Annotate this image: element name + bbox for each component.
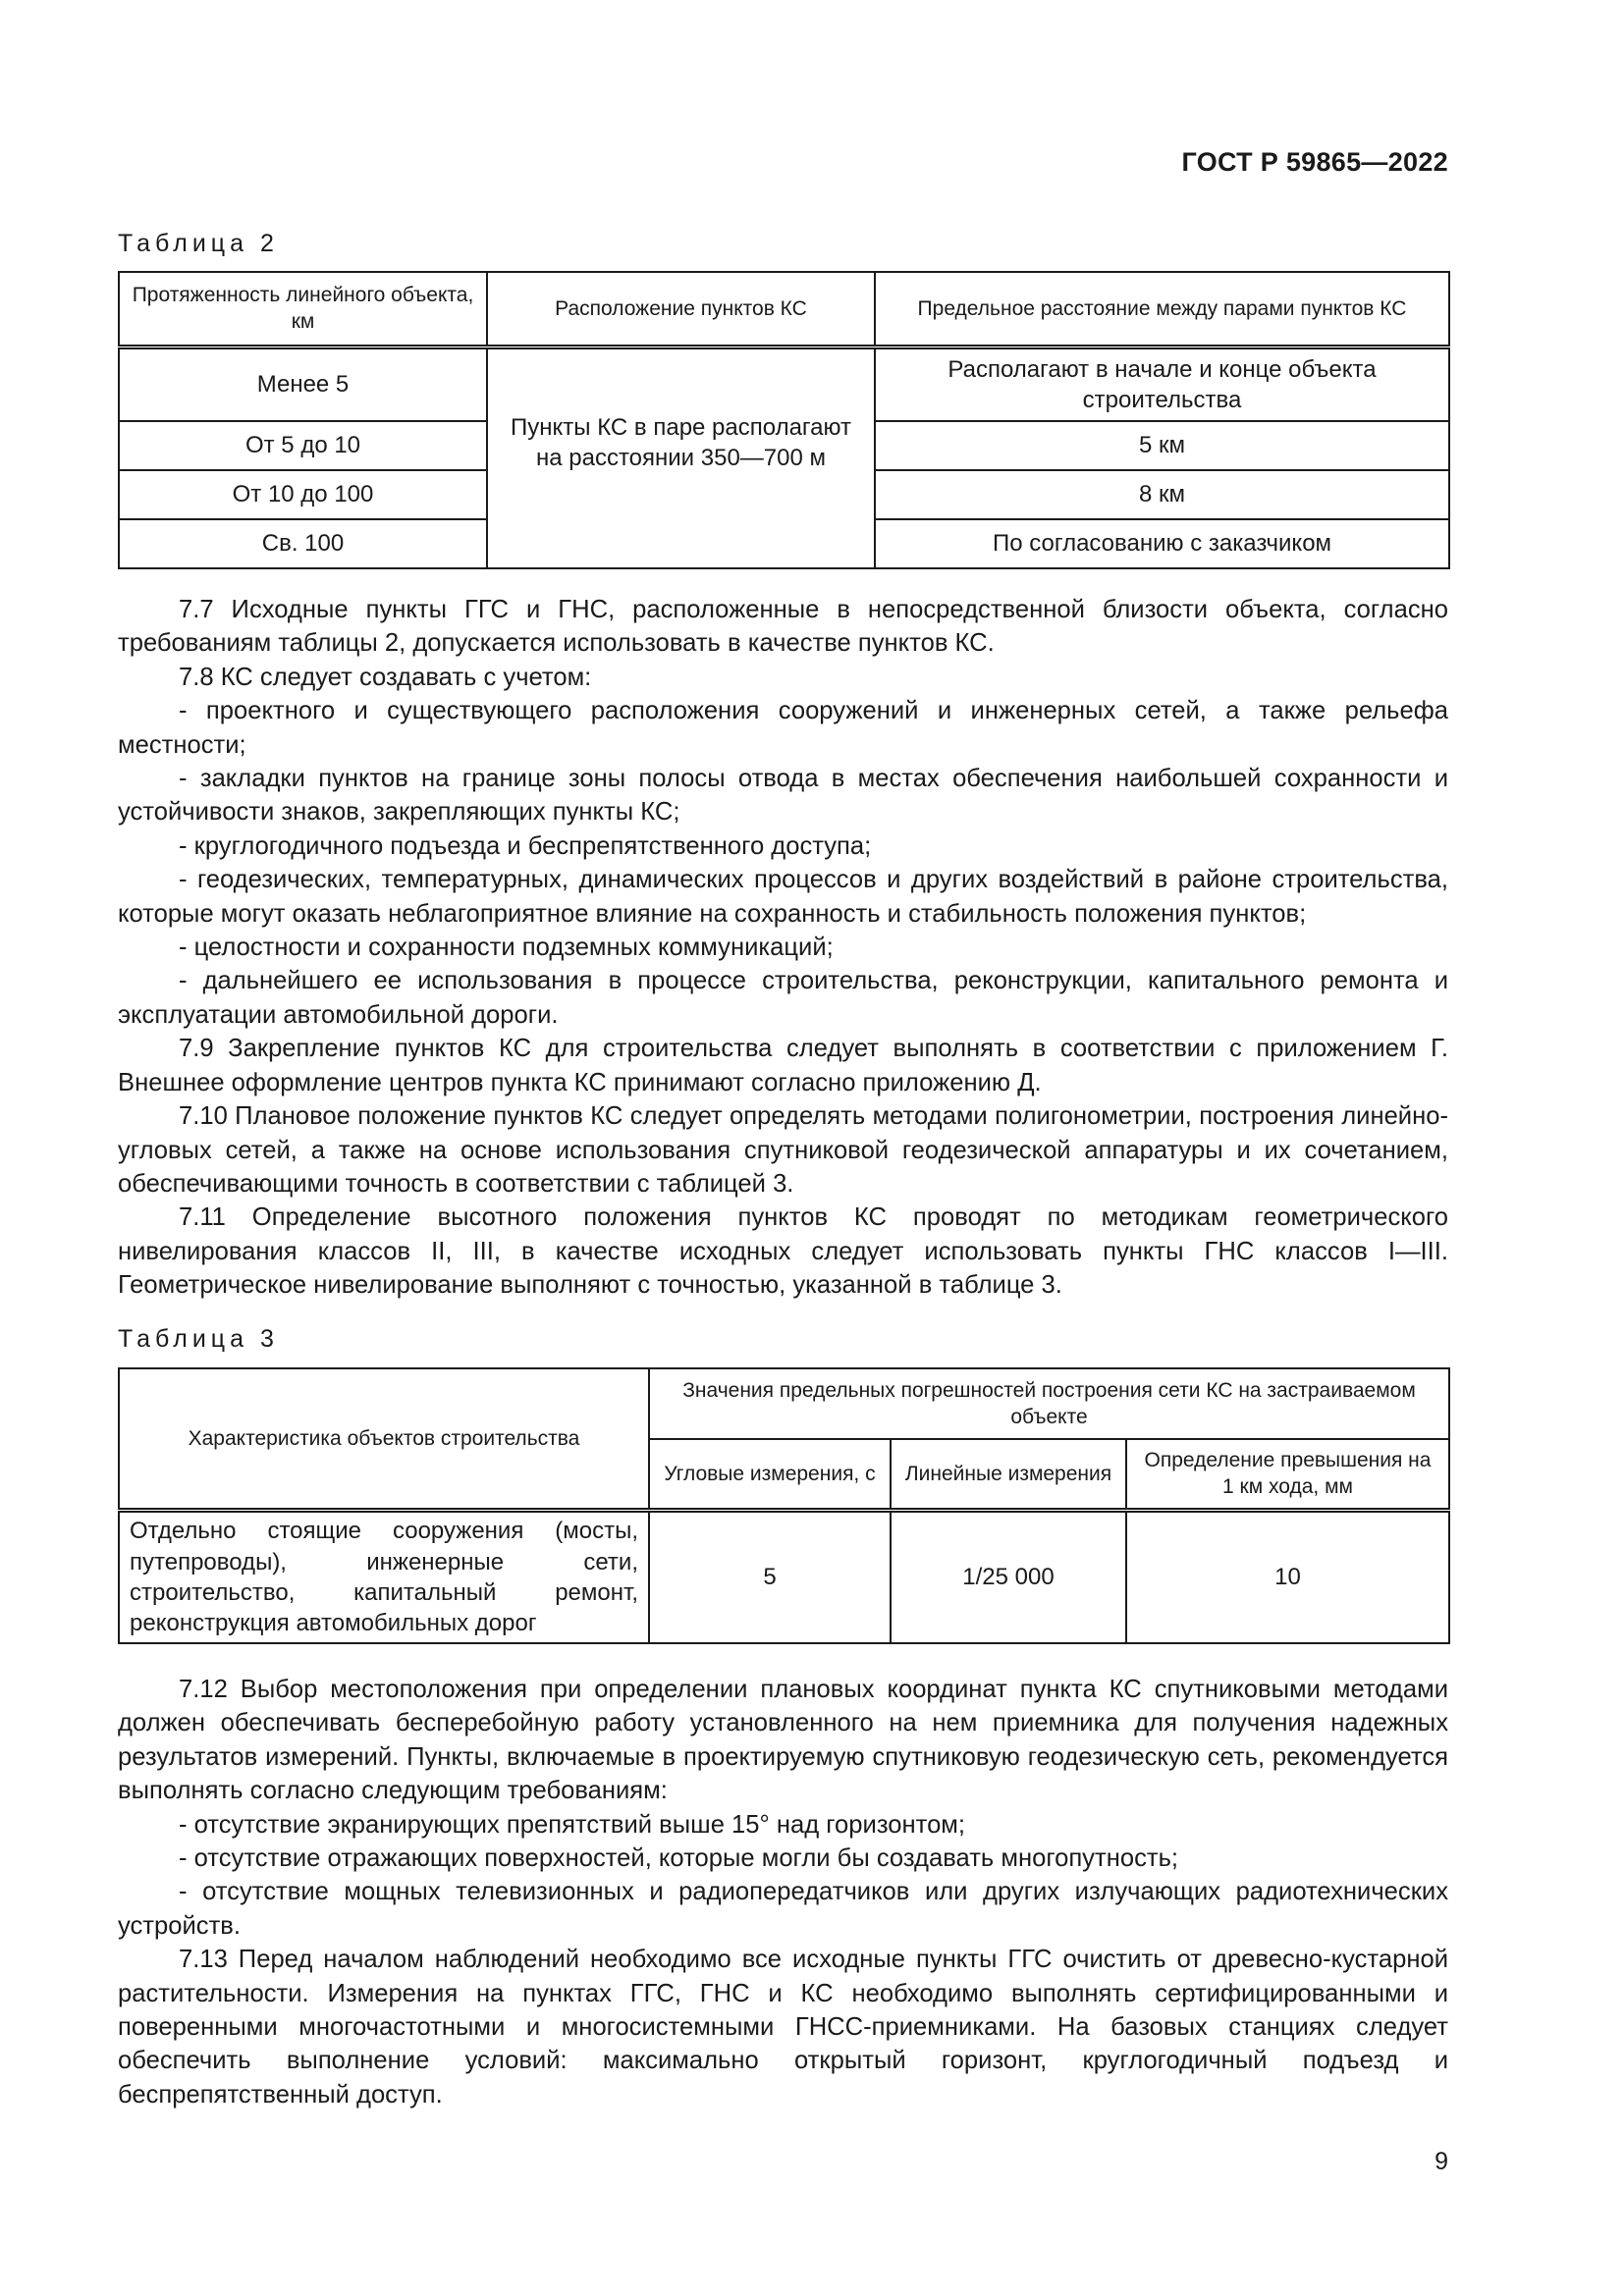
paragraph: - отсутствие отражающих поверхностей, которые могли бы создавать многопутность; [179,1844,1179,1873]
table2-distance-cell: Располагают в начале и конце объекта строительства [875,347,1449,421]
table2-header-row [119,272,1449,347]
table2-length-cell: От 5 до 10 [119,421,487,470]
table3-header-group: Значения предельных погрешностей построения сети КС на застраиваемом объекте [649,1368,1449,1439]
paragraph: - проектного и существующего расположения сооружений и инженерных сетей, а также рельефа местности; [118,697,1448,759]
table3-subheader-elevation: Определение превышения на 1 км хода, мм [1126,1439,1449,1510]
table3-elevation-cell: 10 [1126,1510,1449,1643]
page-number: 9 [1435,2148,1448,2175]
body-text-section-b [118,1673,1448,2111]
table2-header-location: Расположение пунктов КС [487,272,875,347]
table2-location-cell: Пункты КС в паре располагают на расстоянии 350—700 м [487,347,875,568]
table3-linear-cell: 1/25 000 [891,1510,1126,1643]
table2 [118,271,1450,569]
table3-subheader-angular: Угловые измерения, с [649,1439,891,1510]
table2-length-cell: Менее 5 [119,347,487,421]
table3 [118,1367,1450,1644]
table3-header-characteristic: Характеристика объектов строительства [119,1368,649,1510]
paragraph: - отсутствие мощных телевизионных и радиопередатчиков или других излучающих радиотехнических устройств. [118,1878,1448,1940]
paragraph: - целостности и сохранности подземных коммуникаций; [179,934,834,962]
standard-code: ГОСТ Р 59865—2022 [1181,147,1448,177]
table2-caption: Таблица 2 [118,230,279,257]
table2-length-cell: Св. 100 [119,519,487,568]
paragraph: - закладки пунктов на границе зоны полосы отвода в местах обеспечения наибольшей сохранности и устойчивости знаков, закрепляющих пункты КС; [118,765,1448,827]
paragraph: 7.10 Плановое положение пунктов КС следует определять методами полигонометрии, построения линейно-угловых сетей, а также на основе использования спутниковой геодезической аппаратуры и их сочетанием, обеспечивающими точность в соответствии с таблицей 3. [118,1102,1448,1198]
table3-angular-cell: 5 [649,1510,891,1643]
paragraph: 7.11 Определение высотного положения пунктов КС проводят по методикам геометрического нивелирования классов II, III, в качестве исходных следует использовать пункты ГНС классов I—III. Геометрическое нивелирование выполняют с точностью, указанной в таблице 3. [118,1203,1448,1300]
table3-subheader-linear: Линейные измерения [891,1439,1126,1510]
paragraph: 7.13 Перед началом наблюдений необходимо все исходные пункты ГГС очистить от древесно-кустарной растительности. Измерения на пунктах ГГС, ГНС и КС необходимо выполнять сертифицированными и поверенными многочастотными и многосистемными ГНСС-приемниками. На базовых станциях следует обеспечить выполнение условий: максимально открытый горизонт, круглогодичный подъезд и беспрепятственный доступ. [118,1946,1448,2109]
table3-caption: Таблица 3 [118,1325,279,1353]
paragraph: - отсутствие экранирующих препятствий выше 15° над горизонтом; [179,1810,966,1839]
paragraph: 7.9 Закрепление пунктов КС для строительства следует выполнять в соответствии с приложением Г. Внешнее оформление центров пункта КС принимают согласно приложению Д. [118,1035,1448,1096]
table2-length-cell: От 10 до 100 [119,470,487,519]
table2-header-length: Протяженность линейного объекта, км [119,272,487,347]
table2-distance-cell: 8 км [875,470,1449,519]
paragraph: 7.8 КС следует создавать с учетом: [179,663,592,691]
table2-header-distance: Предельное расстояние между парами пунктов КС [875,272,1449,347]
paragraph: - круглогодичного подъезда и беспрепятственного доступа; [179,831,872,860]
paragraph: 7.12 Выбор местоположения при определении плановых координат пункта КС спутниковыми методами должен обеспечивать бесперебойную работу установленного на нем приемника для получения надежных результатов измерений. Пункты, включаемые в проектируемую спутниковую геодезическую сеть, рекомендуется выполнять согласно следующим требованиям: [118,1676,1448,1805]
paragraph: - геодезических, температурных, динамических процессов и других воздействий в районе строительства, которые могут оказать неблагоприятное влияние на сохранность и стабильность положения пунктов; [118,866,1448,928]
body-text-section-a [118,593,1448,1303]
table3-header-row [119,1368,1449,1439]
table-row [119,347,1449,421]
paragraph: - дальнейшего ее использования в процессе строительства, реконструкции, капитального ремонта и эксплуатации автомобильной дороги. [118,967,1448,1029]
table-row [119,1510,1449,1643]
table2-distance-cell: 5 км [875,421,1449,470]
table3-characteristic-cell: Отдельно стоящие сооружения (мосты, путепроводы), инженерные сети, строительство, капитальный ремонт, реконструкция автомобильных дорог [119,1510,649,1643]
table2-distance-cell: По согласованию с заказчиком [875,519,1449,568]
paragraph: 7.7 Исходные пункты ГГС и ГНС, расположенные в непосредственной близости объекта, согласно требованиям таблицы 2, допускается использовать в качестве пунктов КС. [118,596,1448,658]
